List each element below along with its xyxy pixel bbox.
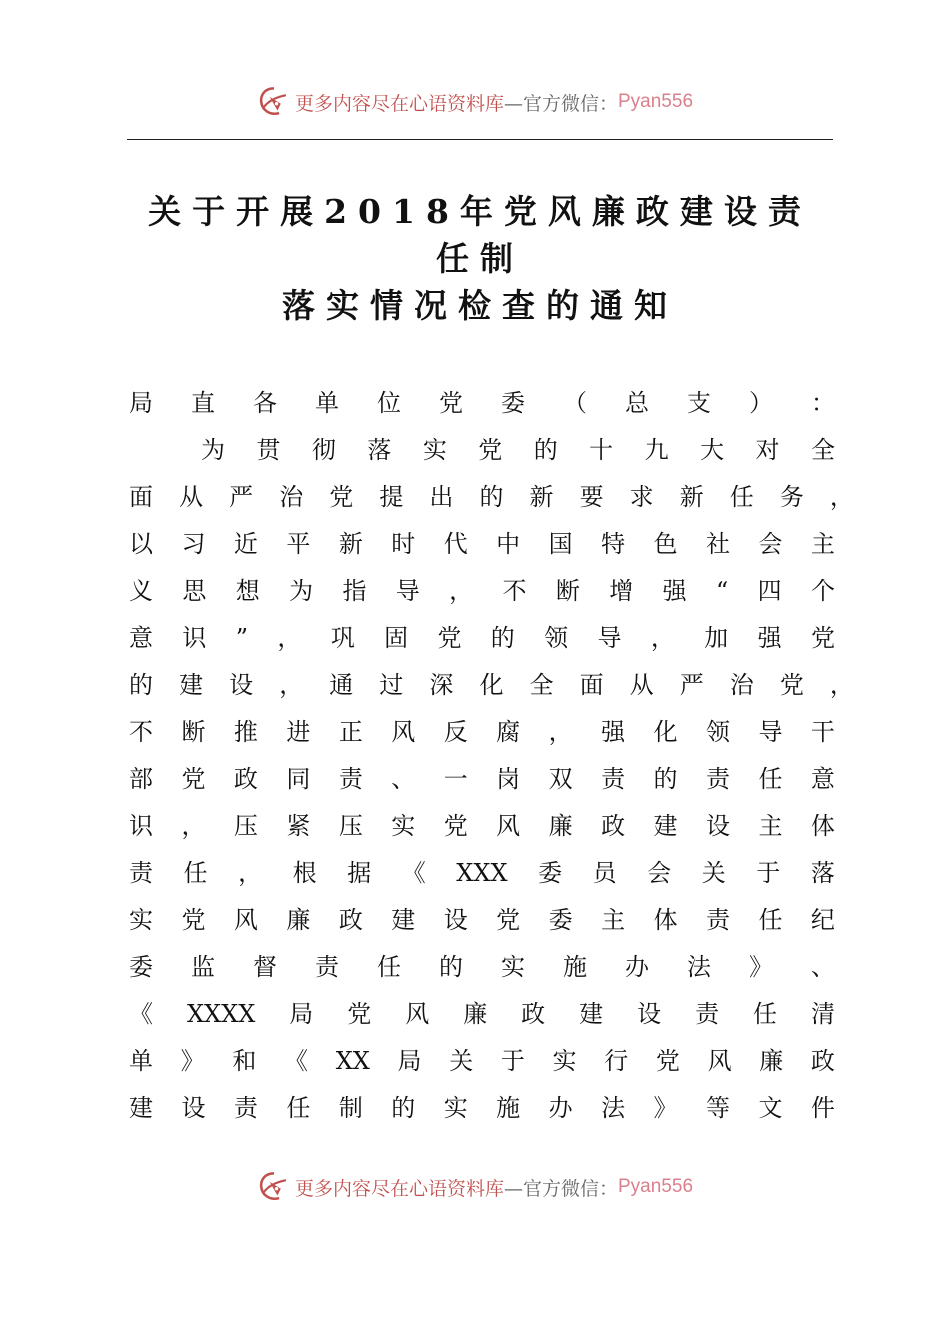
banner-wechat-label: —官方微信： xyxy=(503,92,618,115)
banner-text: 更多内容尽在心语资料库 xyxy=(294,1177,504,1200)
title-line-1: 关于开展2018年党风廉政建设责 xyxy=(148,192,812,231)
banner-wechat-id: Pyan556 xyxy=(618,1176,694,1197)
pen-swirl-logo-icon xyxy=(257,1170,291,1204)
body-line: 不 断 推 进 正 风 反 腐 ， 强 化 领 导 干 xyxy=(129,718,835,746)
footer-watermark-banner xyxy=(0,1170,950,1204)
body-line: 委 监 督 责 任 的 实 施 办 法 》 、 xyxy=(129,953,835,981)
banner-text: 更多内容尽在心语资料库 xyxy=(294,92,504,115)
body-line: 为 贯 彻 落 实 党 的 十 九 大 对 全 xyxy=(201,436,835,464)
document-body xyxy=(129,380,854,1132)
document-title xyxy=(127,188,833,329)
body-line: 以 习 近 平 新 时 代 中 国 特 色 社 会 主 xyxy=(129,530,835,558)
body-line: 部 党 政 同 责 、 一 岗 双 责 的 责 任 意 xyxy=(129,765,835,793)
body-line: 义 思 想 为 指 导 ， 不 断 增 强 “ 四 个 xyxy=(129,577,835,605)
body-line: 识 ， 压 紧 压 实 党 风 廉 政 建 设 主 体 xyxy=(129,812,835,840)
banner-wechat-id: Pyan556 xyxy=(618,91,694,112)
body-line: 责 任 ， 根 据 《 XXX 委 员 会 关 于 落 xyxy=(129,859,835,887)
pen-swirl-logo-icon xyxy=(257,85,291,119)
title-line-3: 落实情况检查的通知 xyxy=(282,286,678,325)
body-line: 实 党 风 廉 政 建 设 党 委 主 体 责 任 纪 xyxy=(129,906,835,934)
header-divider xyxy=(127,139,833,140)
body-line: 的 建 设 ， 通 过 深 化 全 面 从 严 治 党 ， xyxy=(129,671,854,699)
body-line: 意 识 ” ， 巩 固 党 的 领 导 ， 加 强 党 xyxy=(129,624,835,652)
salutation: 局 直 各 单 位 党 委 （ 总 支 ） ： xyxy=(129,389,835,417)
header-watermark-banner xyxy=(0,85,950,119)
body-line: 建 设 责 任 制 的 实 施 办 法 》 等 文 件 xyxy=(129,1094,835,1122)
title-line-2: 任制 xyxy=(436,239,524,278)
body-line: 单 》 和 《 XX 局 关 于 实 行 党 风 廉 政 xyxy=(129,1047,835,1075)
body-line: 《 XXXX 局 党 风 廉 政 建 设 责 任 清 xyxy=(129,1000,835,1028)
banner-wechat-label: —官方微信： xyxy=(503,1177,618,1200)
body-line: 面 从 严 治 党 提 出 的 新 要 求 新 任 务 ， xyxy=(129,483,854,511)
